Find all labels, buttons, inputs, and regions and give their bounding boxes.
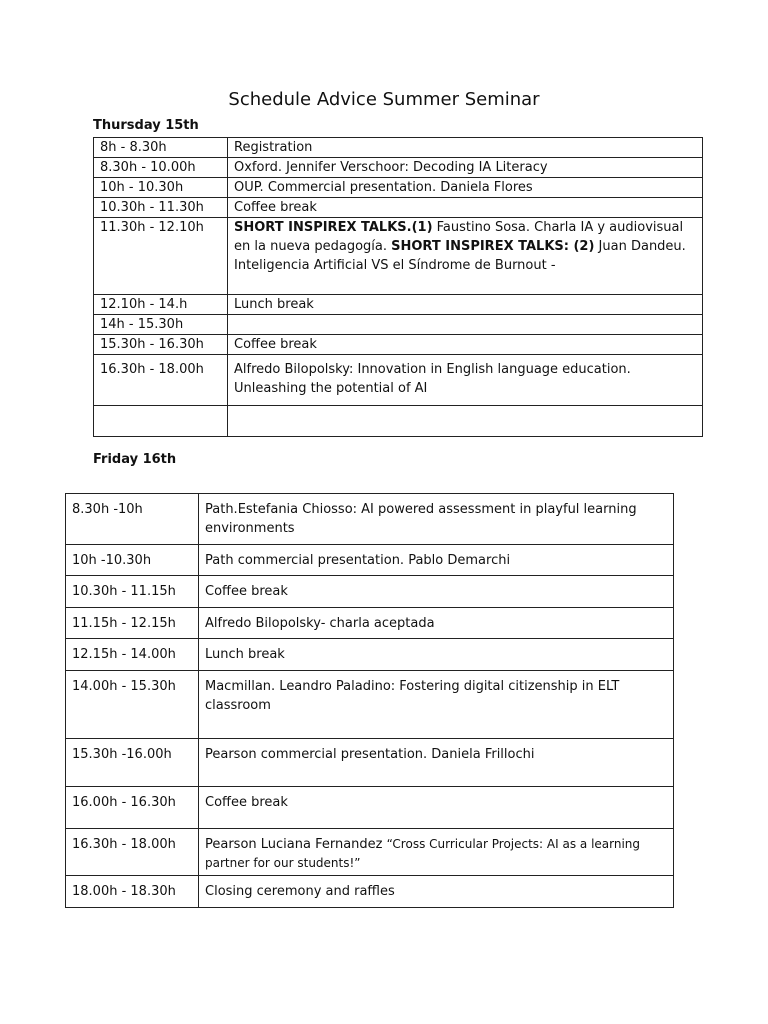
- time-cell: 12.10h - 14.h: [94, 295, 228, 315]
- time-cell: 8.30h -10h: [66, 494, 199, 545]
- time-cell: 12.15h - 14.00h: [66, 639, 199, 671]
- event-cell: OUP. Commercial presentation. Daniela Flores: [228, 178, 703, 198]
- table-row: [94, 178, 703, 198]
- table-row: [94, 138, 703, 158]
- event-cell: Alfredo Bilopolsky- charla aceptada: [199, 608, 674, 639]
- time-cell: 10h -10.30h: [66, 545, 199, 576]
- table-row: [66, 787, 674, 829]
- table-row: [94, 335, 703, 355]
- table-row: [94, 158, 703, 178]
- event-cell: Pearson commercial presentation. Daniela Frillochi: [199, 739, 674, 787]
- table-row: [94, 355, 703, 406]
- talk2-text: Juan Dandeu. Inteligencia Artificial VS el Síndrome de Burnout -: [234, 239, 686, 273]
- event-cell: Coffee break: [199, 576, 674, 608]
- talk2-label: SHORT INSPIREX TALKS: (2): [391, 239, 595, 254]
- event-cell: Coffee break: [199, 787, 674, 829]
- event-cell: [199, 829, 674, 876]
- time-cell: 8.30h - 10.00h: [94, 158, 228, 178]
- table-row: [66, 829, 674, 876]
- table-row: [66, 494, 674, 545]
- friday-heading: Friday 16th: [93, 452, 177, 467]
- table-row: [66, 608, 674, 639]
- time-cell: [94, 406, 228, 437]
- friday-schedule-table: [65, 493, 674, 908]
- time-cell: 11.30h - 12.10h: [94, 218, 228, 295]
- time-cell: 16.00h - 16.30h: [66, 787, 199, 829]
- talk1-text: Faustino Sosa. Charla IA y audiovisual en la nueva pedagogía.: [234, 220, 684, 254]
- time-cell: 15.30h -16.00h: [66, 739, 199, 787]
- table-row: [66, 545, 674, 576]
- event-prefix: Pearson Luciana Fernandez: [205, 837, 387, 852]
- event-cell: Closing ceremony and raffles: [199, 876, 674, 908]
- thursday-schedule-table: [93, 137, 703, 437]
- table-row: [94, 315, 703, 335]
- table-row: [94, 295, 703, 315]
- table-row: [66, 739, 674, 787]
- talk-title-quote: “Cross Curricular Projects: AI as a learning partner for our students!”: [205, 837, 641, 870]
- event-cell: Oxford. Jennifer Verschoor: Decoding IA Literacy: [228, 158, 703, 178]
- time-cell: 10.30h - 11.30h: [94, 198, 228, 218]
- event-cell: [228, 315, 703, 335]
- table-row: [94, 198, 703, 218]
- table-row: [66, 576, 674, 608]
- event-cell: Registration: [228, 138, 703, 158]
- event-cell: Coffee break: [228, 335, 703, 355]
- table-row: [66, 671, 674, 739]
- thursday-heading: Thursday 15th: [93, 118, 199, 133]
- time-cell: 14.00h - 15.30h: [66, 671, 199, 739]
- event-cell: Path.Estefania Chiosso: AI powered assessment in playful learning environments: [199, 494, 674, 545]
- table-row: [94, 218, 703, 295]
- time-cell: 10.30h - 11.15h: [66, 576, 199, 608]
- event-cell: [228, 406, 703, 437]
- event-cell: [228, 218, 703, 295]
- table-row: [66, 876, 674, 908]
- talk1-label: SHORT INSPIREX TALKS.(1): [234, 220, 433, 235]
- event-cell: Alfredo Bilopolsky: Innovation in English language education. Unleashing the potential of AI: [228, 355, 703, 406]
- event-cell: Macmillan. Leandro Paladino: Fostering digital citizenship in ELT classroom: [199, 671, 674, 739]
- time-cell: 16.30h - 18.00h: [66, 829, 199, 876]
- event-cell: Coffee break: [228, 198, 703, 218]
- time-cell: 8h - 8.30h: [94, 138, 228, 158]
- time-cell: 15.30h - 16.30h: [94, 335, 228, 355]
- time-cell: 16.30h - 18.00h: [94, 355, 228, 406]
- event-cell: Lunch break: [199, 639, 674, 671]
- time-cell: 14h - 15.30h: [94, 315, 228, 335]
- table-row: [66, 639, 674, 671]
- event-cell: Path commercial presentation. Pablo Demarchi: [199, 545, 674, 576]
- time-cell: 18.00h - 18.30h: [66, 876, 199, 908]
- time-cell: 10h - 10.30h: [94, 178, 228, 198]
- time-cell: 11.15h - 12.15h: [66, 608, 199, 639]
- table-row: [94, 406, 703, 437]
- event-cell: Lunch break: [228, 295, 703, 315]
- document-title: Schedule Advice Summer Seminar: [228, 89, 540, 110]
